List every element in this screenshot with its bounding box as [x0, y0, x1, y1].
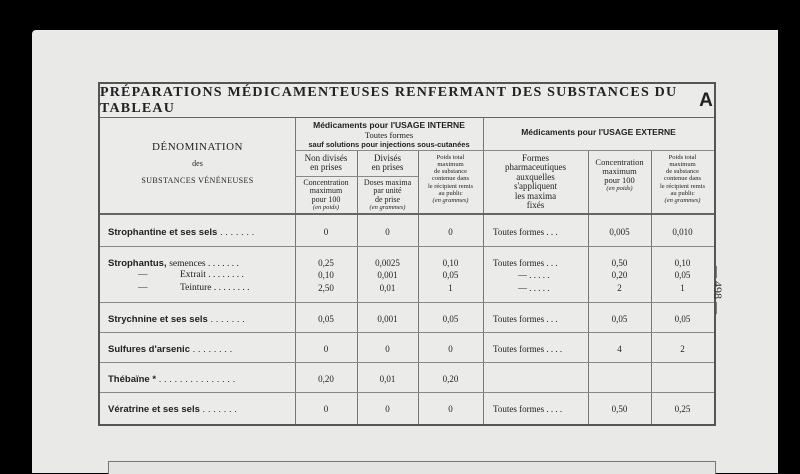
- cell-value: 0,001: [377, 314, 398, 324]
- row-label: Extrait . . . . . . . .: [180, 270, 244, 280]
- cell-value: 0: [323, 404, 329, 414]
- unit-en-grammes: (en grammes): [664, 196, 701, 204]
- poids-line: au public: [438, 189, 463, 197]
- row-dash: —: [138, 270, 148, 280]
- row-divider: [100, 332, 714, 333]
- cell-value: 0,10: [674, 258, 691, 268]
- cell-value: 0,0025: [375, 258, 400, 268]
- header-toutes-formes: Toutes formes: [364, 130, 414, 140]
- poids-line: maximum: [437, 161, 464, 169]
- cell-value: 0: [323, 227, 329, 237]
- header-divises: [357, 154, 418, 173]
- conc-ext-line: pour 100: [604, 174, 635, 185]
- conc-ext-line: maximum: [602, 165, 637, 176]
- header-poids-total: [418, 154, 483, 204]
- cell-value: 0,05: [611, 314, 628, 324]
- header-formes: [483, 154, 588, 211]
- cell-value: 1: [680, 283, 685, 293]
- cell-forme: — . . . . .: [518, 283, 550, 293]
- formes-line: les maxima: [514, 190, 557, 201]
- cell-value: 0,01: [379, 283, 396, 293]
- cell-value: 0,25: [318, 258, 334, 268]
- header-sauf-solutions: sauf solutions pour injections sous-cutanées: [308, 140, 470, 149]
- row-label: Thébaïne * . . . . . . . . . . . . . . .: [108, 374, 236, 385]
- formes-line: s'appliquent: [513, 181, 558, 192]
- poids-line: le récipient remis: [427, 182, 474, 190]
- conc-ext-line: Concentration: [595, 157, 644, 167]
- cell-value: 0,05: [442, 314, 459, 324]
- cell-value: 0: [323, 344, 329, 354]
- substances-table: [98, 82, 716, 426]
- cell-value: 0,20: [442, 374, 459, 384]
- header-des: des: [192, 159, 203, 168]
- table-title-text: PRÉPARATIONS MÉDICAMENTEUSES RENFERMANT DES SUBSTANCES DU TABLEAU: [100, 84, 678, 116]
- row-label: Vératrine et ses sels . . . . . . .: [108, 404, 237, 415]
- cell-value: 0,50: [611, 258, 628, 268]
- cell-value: 0: [385, 227, 390, 237]
- row-divider: [100, 302, 714, 303]
- row-dash: —: [138, 283, 148, 293]
- conc-line: pour 100: [311, 194, 341, 204]
- header-concentration-externe: [588, 158, 651, 192]
- formes-line: fixés: [526, 200, 545, 211]
- header-substances: SUBSTANCES VÉNÉNEUSES: [141, 176, 254, 185]
- page-number: — 498 —: [711, 266, 725, 314]
- cell-forme: — . . . . .: [518, 270, 550, 280]
- unit-en-poids: (en poids): [312, 204, 340, 212]
- divises-line: Divisés: [374, 153, 401, 163]
- cell-forme: Toutes formes . . . .: [493, 404, 563, 414]
- poids-line: maximum: [669, 161, 696, 169]
- cell-value: 0,20: [318, 374, 334, 384]
- row-label: Teinture . . . . . . . .: [180, 283, 250, 293]
- cell-value: 1: [448, 283, 453, 293]
- header-rule: [295, 150, 483, 151]
- unit-en-grammes: (en grammes): [369, 204, 406, 212]
- cell-value: 0,10: [318, 270, 334, 280]
- cell-value: 0,25: [674, 404, 691, 414]
- doses-line: de prise: [374, 194, 401, 204]
- divises-line: en prises: [371, 162, 404, 173]
- formes-line: Formes: [522, 153, 549, 163]
- unit-en-grammes: (en grammes): [432, 196, 469, 204]
- next-table-edge: [108, 461, 716, 474]
- header-denomination: DÉNOMINATION: [152, 141, 243, 153]
- header-bottom-rule: [100, 213, 714, 215]
- cell-value: 0,20: [611, 270, 628, 280]
- cell-value: 0,005: [609, 227, 630, 237]
- cell-value: 2: [617, 283, 622, 293]
- cell-value: 0,05: [674, 314, 691, 324]
- formes-line: auxquelles: [516, 171, 555, 182]
- cell-value: 0,05: [442, 270, 459, 280]
- row-divider: [100, 392, 714, 393]
- unit-en-poids: (en poids): [606, 184, 633, 192]
- cell-value: 0,50: [611, 404, 628, 414]
- header-usage-externe: Médicaments pour l'USAGE EXTERNE: [521, 127, 676, 137]
- row-label: Sulfures d'arsenic . . . . . . . .: [108, 344, 233, 355]
- cell-value: 0: [448, 344, 453, 354]
- doses-line: Doses maxima: [363, 178, 412, 187]
- poids-line: contenue dans: [431, 175, 469, 183]
- poids-line: Poids total: [436, 154, 465, 161]
- row-label: Strophantus, semences . . . . . . .: [108, 258, 239, 269]
- row-divider: [100, 246, 714, 247]
- cell-value: 0,10: [442, 258, 459, 268]
- doses-line: par unité: [373, 186, 402, 196]
- poids-line: au public: [670, 189, 695, 197]
- poids-line: de substance: [665, 168, 700, 176]
- cell-value: 0,05: [318, 314, 334, 324]
- header-rule: [295, 176, 418, 177]
- row-label: Strychnine et ses sels . . . . . . .: [108, 314, 245, 325]
- cell-value: 0: [448, 227, 453, 237]
- poids-line: contenue dans: [663, 175, 701, 183]
- non-divises-line: Non divisés: [304, 153, 348, 163]
- cell-value: 4: [617, 344, 622, 354]
- conc-line: Concentration: [303, 178, 349, 187]
- row-label: Strophantine et ses sels . . . . . . .: [108, 227, 255, 238]
- cell-value: 0: [385, 344, 390, 354]
- table-title: [100, 84, 714, 118]
- poids-line: de substance: [433, 168, 468, 176]
- cell-forme: Toutes formes . . .: [493, 314, 558, 324]
- cell-value: 2,50: [318, 283, 334, 293]
- table-letter: A: [699, 89, 714, 111]
- header-poids-total-externe: [651, 154, 714, 204]
- cell-value: 0,001: [377, 270, 398, 280]
- cell-value: 2: [680, 344, 685, 354]
- row-divider: [100, 362, 714, 363]
- header-usage-interne: Médicaments pour l'USAGE INTERNE: [313, 120, 465, 130]
- cell-forme: Toutes formes . . . .: [493, 344, 563, 354]
- cell-value: 0,05: [674, 270, 691, 280]
- cell-forme: Toutes formes . . .: [493, 258, 558, 268]
- header-rule: [483, 150, 714, 151]
- cell-value: 0: [448, 404, 453, 414]
- header-non-divises: [295, 154, 357, 173]
- header-doses-maxima: [357, 179, 418, 211]
- cell-value: 0,010: [672, 227, 693, 237]
- poids-line: le récipient remis: [659, 182, 706, 190]
- cell-forme: Toutes formes . . .: [493, 227, 558, 237]
- cell-value: 0: [385, 404, 390, 414]
- conc-line: maximum: [309, 186, 343, 196]
- formes-line: pharmaceutiques: [505, 162, 566, 173]
- non-divises-line: en prises: [310, 162, 342, 173]
- cell-value: 0,01: [379, 374, 396, 384]
- poids-line: Poids total: [668, 154, 697, 161]
- header-concentration-interne: [295, 179, 357, 211]
